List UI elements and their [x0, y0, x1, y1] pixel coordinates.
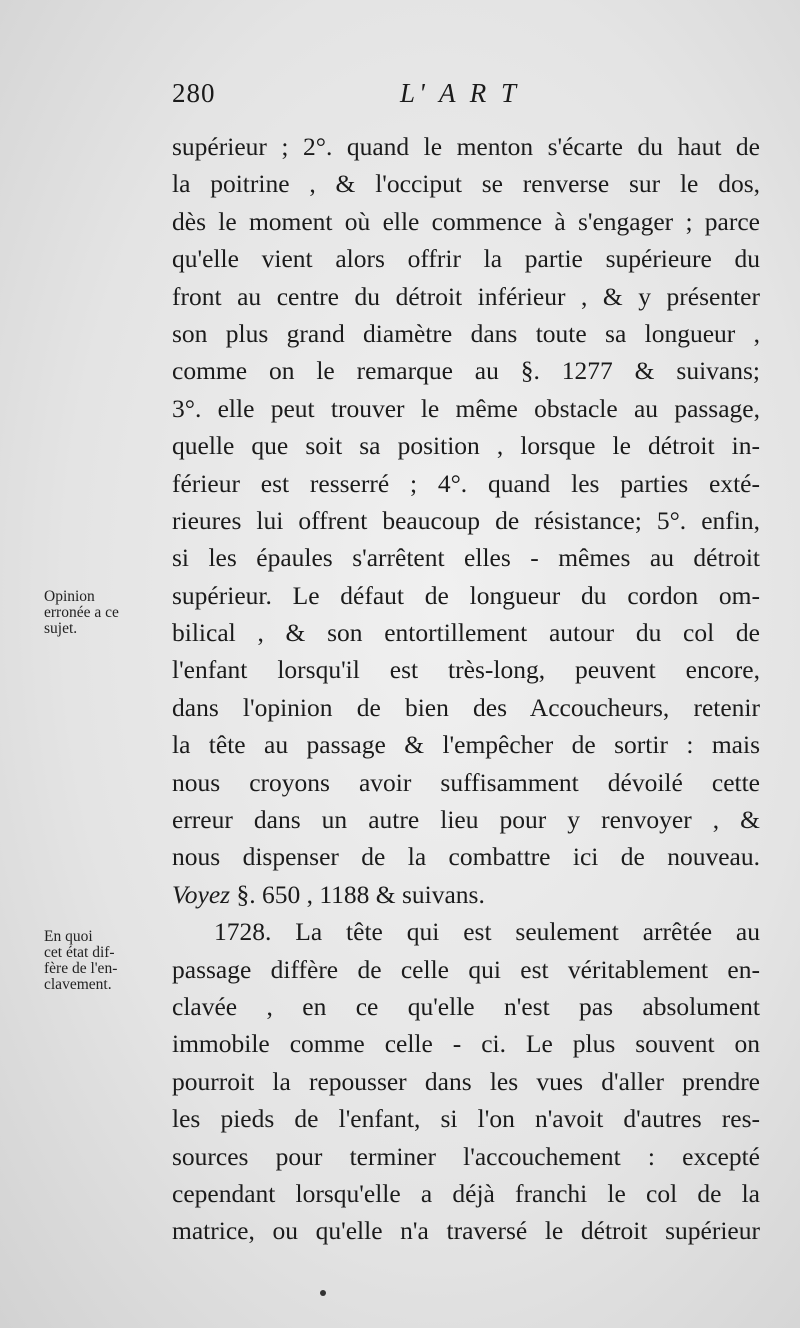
- margin-note-en-quoi: [44, 929, 170, 993]
- text-line: férieur est resserré ; 4°. quand les parties exté-: [172, 468, 760, 498]
- text-line: pourroit la repousser dans les vues d'aller prendre: [172, 1066, 760, 1096]
- text-line: matrice, ou qu'elle n'a traversé le détroit supérieur: [172, 1216, 760, 1246]
- text-line: nous croyons avoir suffisamment dévoilé cette: [172, 767, 760, 797]
- text-line: cependant lorsqu'elle a déjà franchi le col de la: [172, 1178, 760, 1208]
- margin-note-opinion: [44, 589, 170, 637]
- text-line: la poitrine , & l'occiput se renverse sur le dos,: [172, 169, 760, 199]
- voyez-sections: §. 650 , 1188 & suivans.: [230, 879, 485, 909]
- text-line: sources pour terminer l'accouchement : excepté: [172, 1141, 760, 1171]
- text-line: la tête au passage & l'empêcher de sortir : mais: [172, 730, 760, 760]
- text-line-paragraph-start: 1728. La tête qui est seulement arrêtée au: [214, 917, 760, 947]
- text-line: passage diffère de celle qui est véritablement en-: [172, 954, 760, 984]
- margin-note-line: sujet.: [44, 620, 78, 637]
- text-line: l'enfant lorsqu'il est très-long, peuvent encore,: [172, 655, 760, 685]
- body-text: [172, 128, 760, 1250]
- margin-note-line: cet état dif-: [44, 944, 115, 961]
- voyez-word: Voyez: [172, 879, 231, 909]
- text-line: qu'elle vient alors offrir la partie supérieure du: [172, 244, 760, 274]
- page-number: 280: [172, 78, 216, 108]
- text-line: erreur dans un autre lieu pour y renvoyer , &: [172, 805, 760, 835]
- text-line: supérieur ; 2°. quand le menton s'écarte du haut de: [172, 132, 760, 161]
- running-title: L' A R T: [400, 78, 521, 108]
- text-line: immobile comme celle - ci. Le plus souvent on: [172, 1029, 760, 1059]
- margin-note-line: Opinion: [44, 588, 95, 605]
- margin-note-line: En quoi: [44, 928, 93, 945]
- text-line: dans l'opinion de bien des Accoucheurs, retenir: [172, 692, 760, 722]
- text-line: rieures lui offrent beaucoup de résistance; 5°. enfin,: [172, 505, 760, 535]
- text-line: comme on le remarque au §. 1277 & suivans;: [172, 356, 760, 386]
- text-line: clavée , en ce qu'elle n'est pas absolument: [172, 991, 760, 1021]
- text-line: 3°. elle peut trouver le même obstacle au passage,: [172, 393, 760, 423]
- voyez-reference: [172, 876, 760, 913]
- text-line: quelle que soit sa position , lorsque le détroit in-: [172, 431, 760, 461]
- margin-note-line: fère de l'en-: [44, 960, 118, 977]
- page-header: [172, 78, 762, 118]
- margin-note-line: clavement.: [44, 976, 112, 993]
- text-line: front au centre du détroit inférieur , & y présenter: [172, 281, 760, 311]
- page-mark-dot: [320, 1290, 326, 1296]
- text-line: nous dispenser de la combattre ici de nouveau.: [172, 842, 760, 872]
- text-line: supérieur. Le défaut de longueur du cordon om-: [172, 580, 760, 610]
- text-line: si les épaules s'arrêtent elles - mêmes au détroit: [172, 543, 760, 573]
- text-line: dès le moment où elle commence à s'engager ; parce: [172, 206, 760, 236]
- text-line: les pieds de l'enfant, si l'on n'avoit d'autres res-: [172, 1104, 760, 1134]
- text-line: bilical , & son entortillement autour du col de: [172, 618, 760, 648]
- margin-note-line: erronée a ce: [44, 604, 119, 621]
- text-line: son plus grand diamètre dans toute sa longueur ,: [172, 318, 760, 348]
